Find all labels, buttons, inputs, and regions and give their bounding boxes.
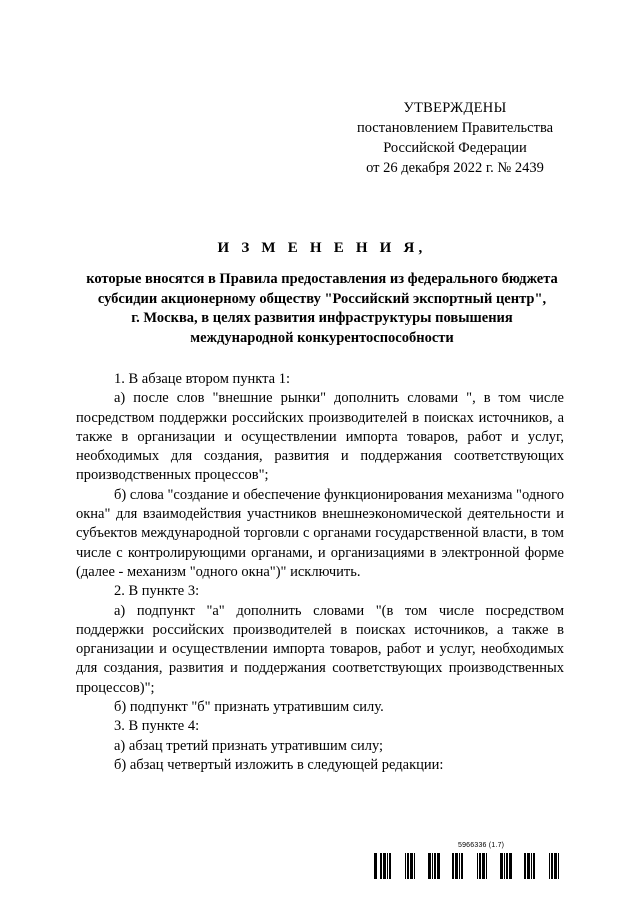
subtitle-line: г. Москва, в целях развития инфраструктуры повышения (131, 310, 513, 326)
paragraph-subitem-b: б) слова "создание и обеспечение функционирования механизма "одного окна" для взаимодействия участников внешнеэкономической деятельности и субъектов международной торговли с органами государственной власти, в том числе с контролирующими органами, и организациями в электронной форме (далее - механизм "одного окна")" исключить. (76, 486, 564, 580)
paragraph-subitem-a: а) подпункт "а" дополнить словами "(в том числе посредством поддержки российских производителей в поисках источников, а также в организации и осуществлении импорта товаров, работ и услуг, необходимых для создания, развития и поддержания соответствующих производственных процессов)"; (76, 602, 564, 696)
paragraph-item-2: 2. В пункте 3: (114, 583, 200, 600)
paragraph-subitem-b: б) подпункт "б" признать утратившим силу. (114, 699, 384, 716)
subtitle-line: международной конкурентоспособности (190, 329, 454, 346)
barcode-icon (374, 853, 570, 879)
paragraph-item-1: 1. В абзаце втором пункта 1: (114, 371, 290, 387)
approval-stamp (330, 98, 580, 178)
document-body (76, 370, 564, 775)
document-heading (72, 238, 572, 348)
document-title: И З М Е Н Е Н И Я, (217, 240, 427, 256)
approval-heading: УТВЕРЖДЕНЫ (403, 100, 507, 116)
document-code: 5966336 (1.7) (458, 842, 505, 849)
approval-date-number: от 26 декабря 2022 г. № 2439 (366, 160, 544, 176)
paragraph-subitem-a: а) после слов "внешние рынки" дополнить словами ", в том числе посредством поддержки российских производителей в поисках источников, а также в организации и осуществлении импорта товаров, работ и услуг, необходимых для создания, развития и поддержания соответствующих производственных процессов"; (76, 390, 564, 484)
paragraph-item-3: 3. В пункте 4: (114, 718, 200, 735)
paragraph-subitem-b: б) абзац четвертый изложить в следующей редакции: (114, 756, 444, 773)
approval-country: Российской Федерации (383, 140, 527, 156)
approval-authority: постановлением Правительства (356, 120, 554, 136)
subtitle-line: которые вносятся в Правила предоставления из федерального бюджета (86, 271, 558, 287)
subtitle-line: субсидии акционерному обществу "Российский экспортный центр", (97, 290, 547, 307)
paragraph-subitem-a: а) абзац третий признать утратившим силу; (114, 737, 384, 754)
document-subtitle (72, 270, 572, 348)
